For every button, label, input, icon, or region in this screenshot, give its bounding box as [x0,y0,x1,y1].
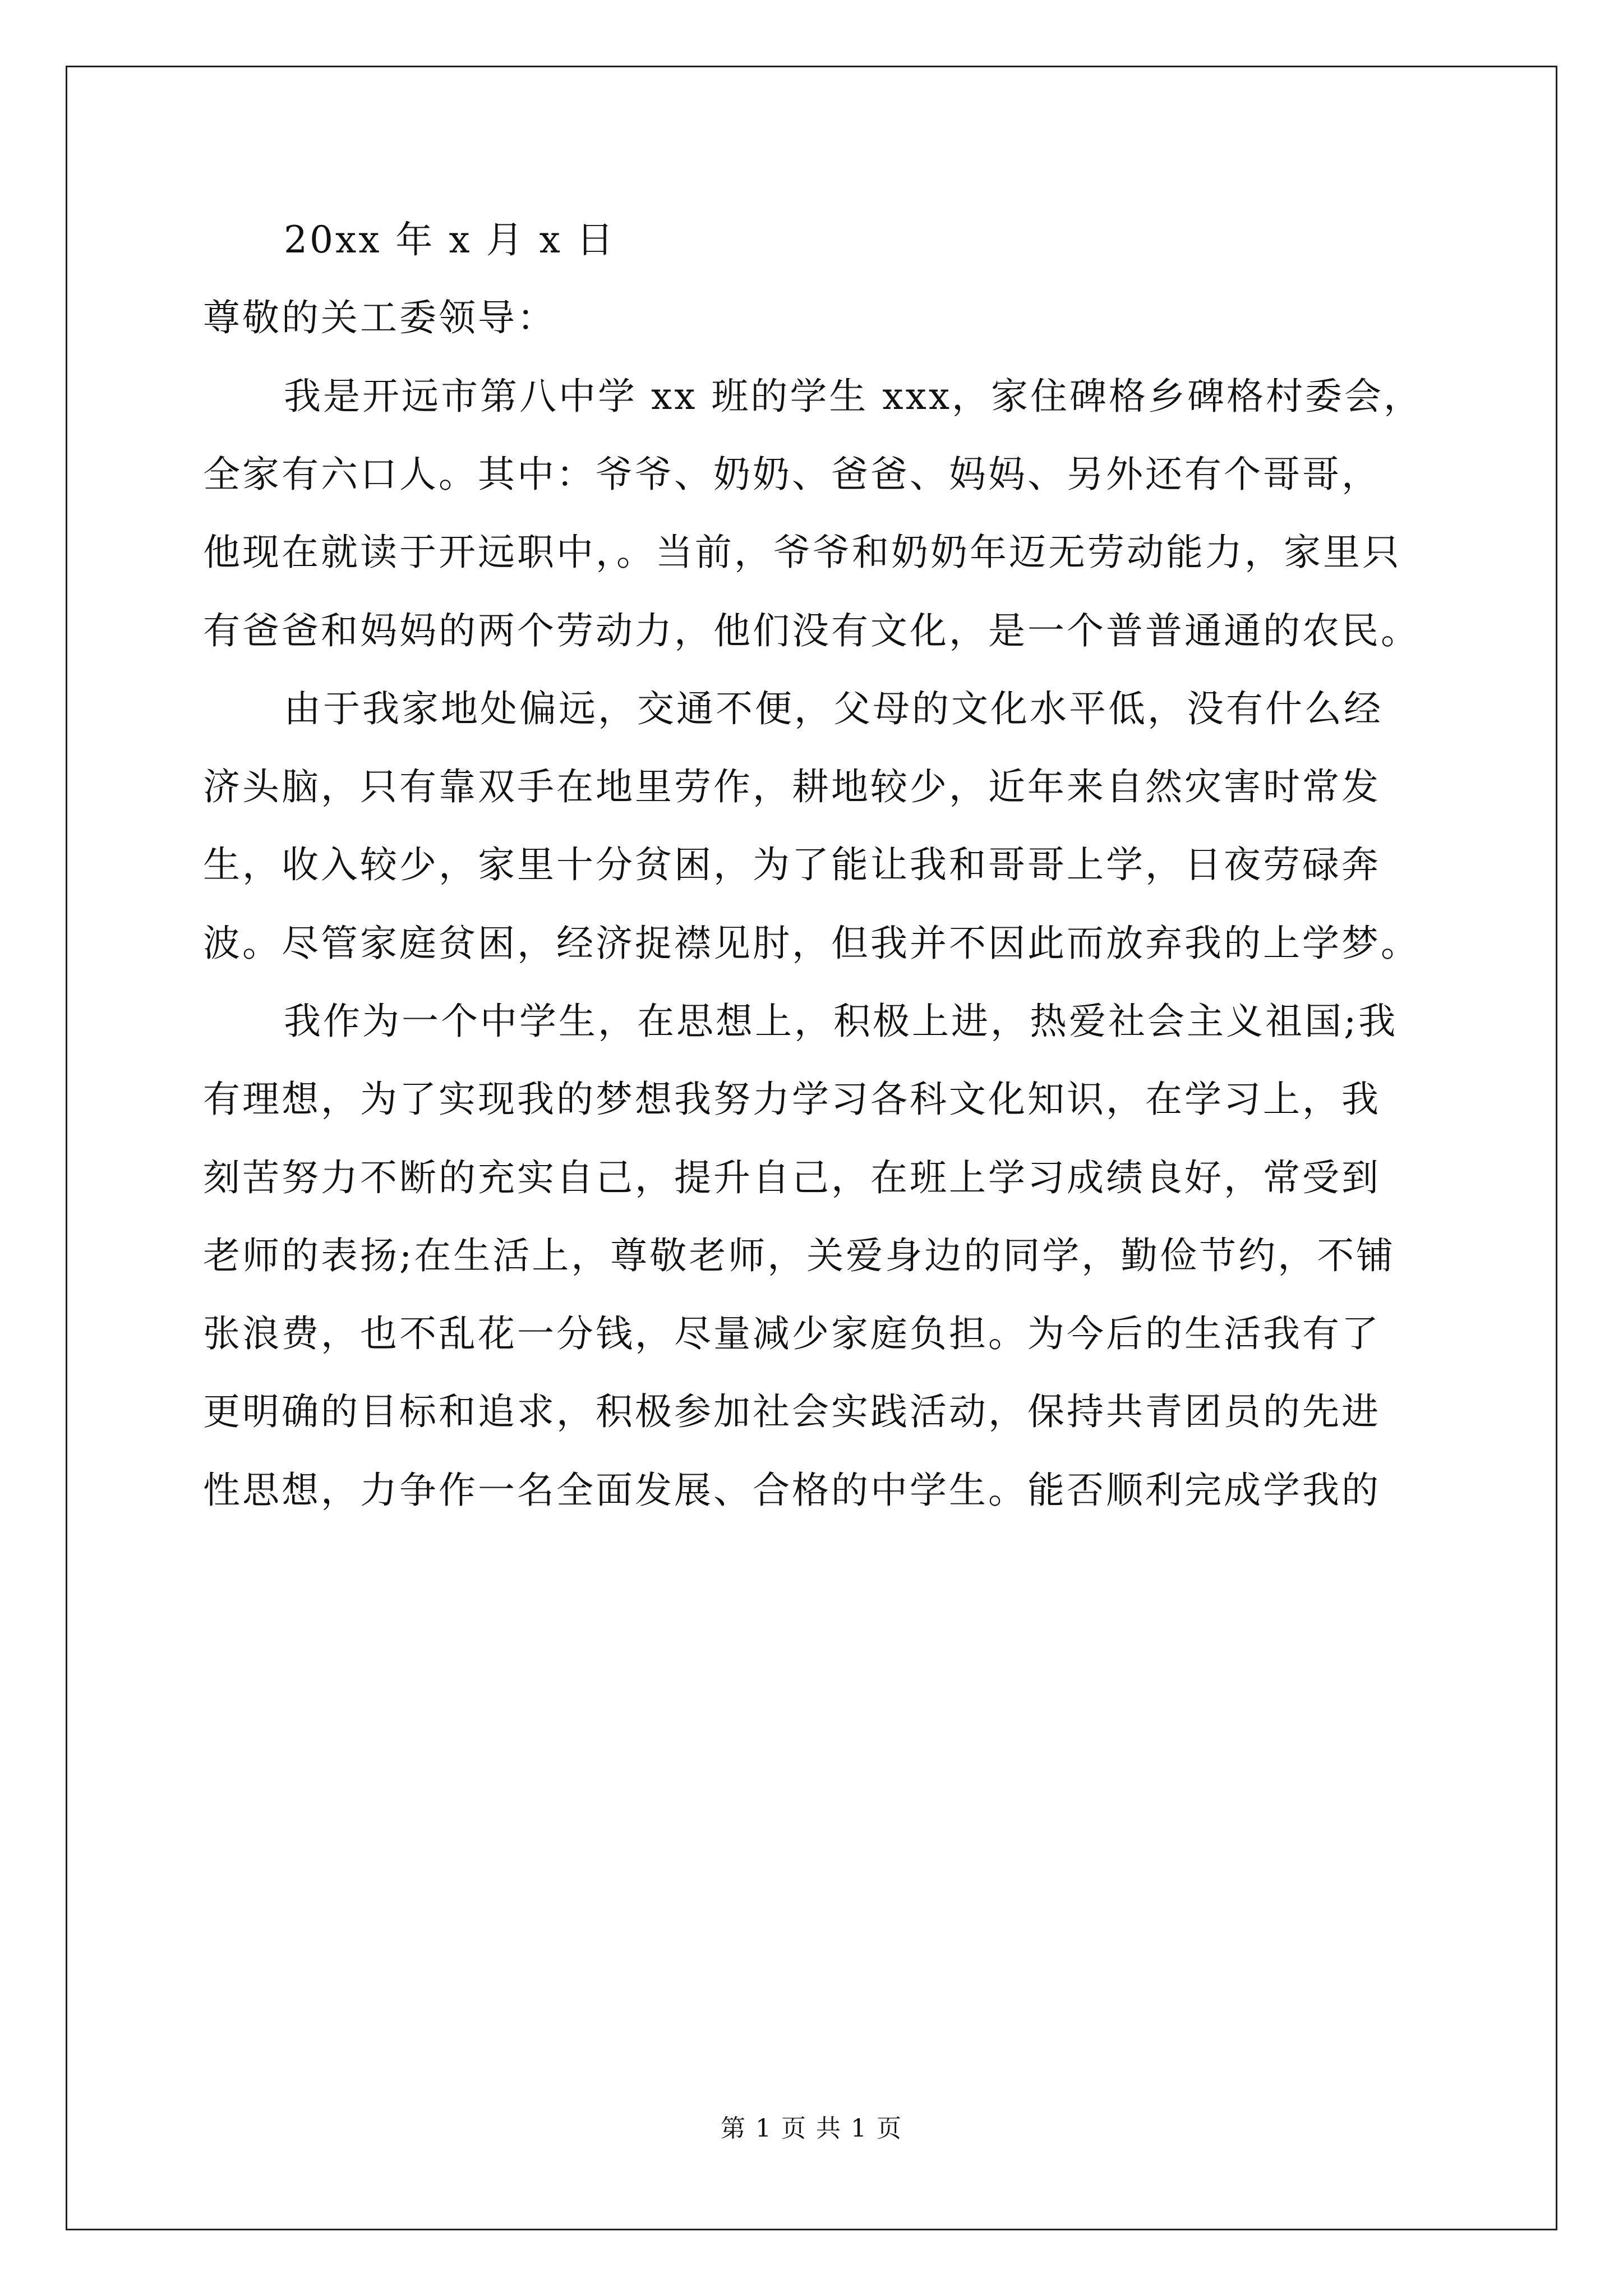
text-line: 刻苦努力不断的充实自己，提升自己，在班上学习成绩良好，常受到 [203,1156,1381,1199]
text-line: 济头脑，只有靠双手在地里劳作，耕地较少，近年来自然灾害时常发 [203,765,1381,808]
text-line: 我是开远市第八中学 xx 班的学生 xxx，家住碑格乡碑格村委会， [284,375,1423,418]
text-line: 有理想，为了实现我的梦想我努力学习各科文化知识，在学习上，我 [203,1078,1381,1121]
text-line: 我作为一个中学生，在思想上，积极上进，热爱社会主义祖国;我 [284,1000,1398,1043]
text-line: 有爸爸和妈妈的两个劳动力，他们没有文化，是一个普普通通的农民。 [203,609,1420,652]
salutation: 尊敬的关工委领导： [203,296,556,339]
text-line: 波。尽管家庭贫困，经济捉襟见肘，但我并不因此而放弃我的上学梦。 [203,922,1420,965]
date-line: 20xx 年 x 月 x 日 [284,218,616,261]
text-line: 老师的表扬;在生活上，尊敬老师，关爱身边的同学，勤俭节约，不铺 [203,1234,1396,1277]
text-line: 生，收入较少，家里十分贫困，为了能让我和哥哥上学，日夜劳碌奔 [203,843,1381,886]
text-line: 由于我家地处偏远，交通不便，父母的文化水平低，没有什么经 [284,687,1383,730]
text-line: 性思想，力争作一名全面发展、合格的中学生。能否顺利完成学我的 [203,1469,1381,1512]
page-footer: 第 1 页 共 1 页 [721,2114,902,2143]
text-line: 全家有六口人。其中：爷爷、奶奶、爸爸、妈妈、另外还有个哥哥， [203,453,1381,496]
text-line: 张浪费，也不乱花一分钱，尽量减少家庭负担。为今后的生活我有了 [203,1312,1381,1355]
text-line: 他现在就读于开远职中，。当前，爷爷和奶奶年迈无劳动能力，家里只 [203,531,1401,574]
text-line: 更明确的目标和追求，积极参加社会实践活动，保持共青团员的先进 [203,1390,1381,1433]
